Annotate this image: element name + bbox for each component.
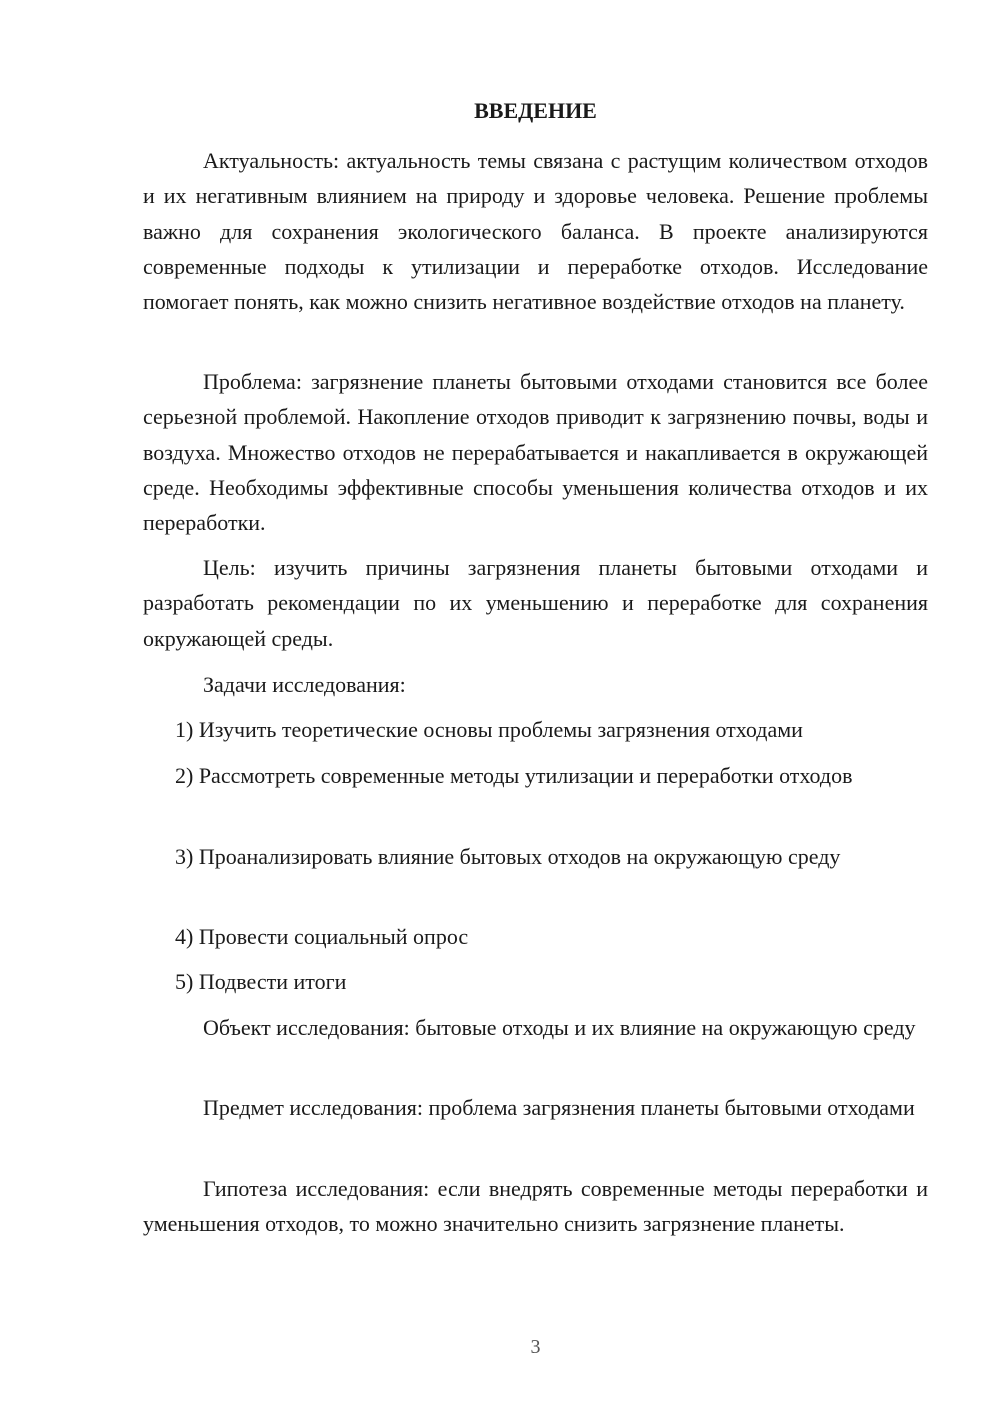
task-item-2: 2) Рассмотреть современные методы утилизации и переработки отходов [175,763,853,788]
paragraph-object: Объект исследования: бытовые отходы и их влияние на окружающую среду [203,1015,916,1040]
document-page [143,0,928,1414]
paragraph-goal: Цель: изучить причины загрязнения планеты бытовыми отходами и разработать рекомендации по их уменьшению и переработке для сохранения окружающей среды. [143,555,928,651]
task-item-5: 5) Подвести итоги [175,969,347,994]
paragraph-problem: Проблема: загрязнение планеты бытовыми отходами становится все более серьезной проблемой. Накопление отходов приводит к загрязнению почвы, воды и воздуха. Множество отходов не перерабатывается и накапливается в окружающей среде. Необходимы эффективные способы уменьшения количества отходов и их переработки. [143,369,928,536]
task-item-3: 3) Проанализировать влияние бытовых отходов на окружающую среду [175,844,841,869]
page-title: ВВЕДЕНИЕ [474,98,597,123]
paragraph-subject: Предмет исследования: проблема загрязнения планеты бытовыми отходами [203,1095,915,1120]
tasks-heading: Задачи исследования: [203,672,406,697]
paragraph-relevance: Актуальность: актуальность темы связана с растущим количеством отходов и их негативным влиянием на природу и здоровье человека. Решение проблемы важно для сохранения экологического баланса. В проекте анализируются современные подходы к утилизации и переработке отходов. Исследование помогает понять, как можно снизить негативное воздействие отходов на планету. [143,148,928,315]
page-number: 3 [530,1336,541,1358]
task-item-1: 1) Изучить теоретические основы проблемы загрязнения отходами [175,717,803,742]
task-item-4: 4) Провести социальный опрос [175,924,469,949]
paragraph-hypothesis: Гипотеза исследования: если внедрять современные методы переработки и уменьшения отходов, то можно значительно снизить загрязнение планеты. [143,1176,928,1237]
